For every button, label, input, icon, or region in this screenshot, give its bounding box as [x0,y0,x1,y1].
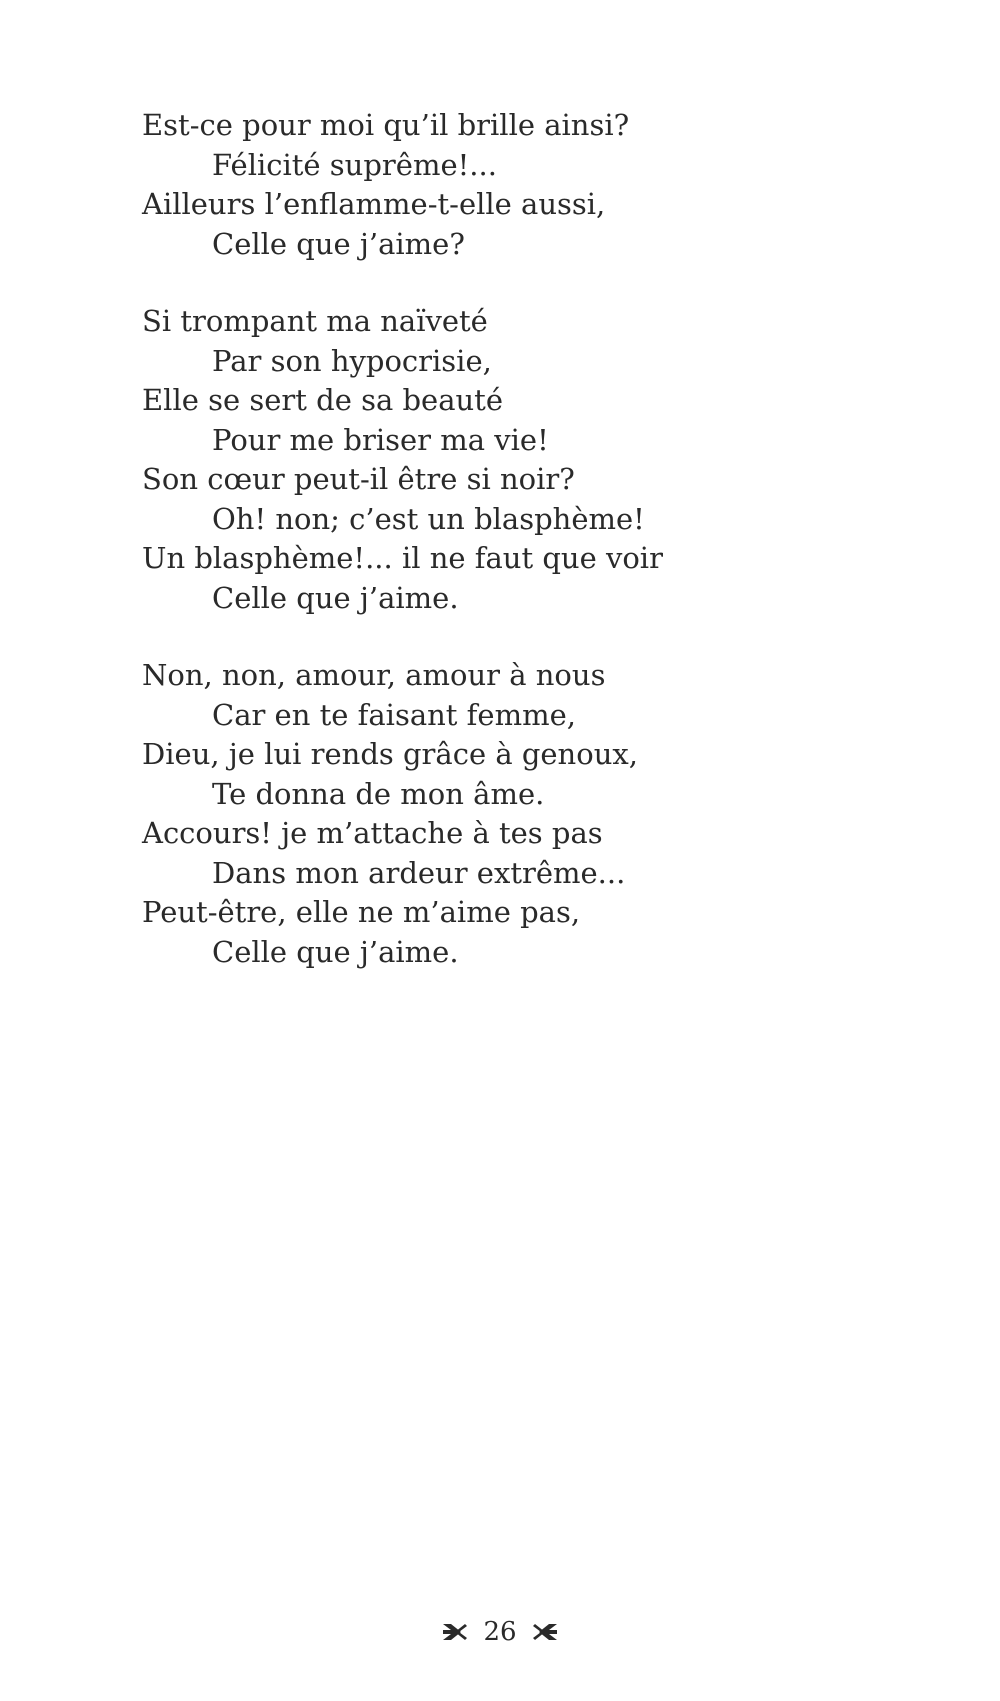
page-footer [0,1612,1000,1652]
poem-line: Est-ce pour moi qu’il brille ainsi? [142,108,630,142]
poem-line: Te donna de mon âme. [212,776,545,811]
poem-line: Un blasphème!... il ne faut que voir [142,541,663,575]
poem-line: Ailleurs l’enflamme-t-elle aussi, [142,187,606,221]
poem-line: Non, non, amour, amour à nous [142,658,606,692]
arrow-right-ornament-icon [441,1620,469,1644]
poem-line: Si trompant ma naïveté [142,304,488,338]
poem-line: Pour me briser ma vie! [212,422,549,457]
poem-body [142,106,902,1010]
poem-line: Peut-être, elle ne m’aime pas, [142,895,581,929]
poem-line: Car en te faisant femme, [212,697,576,732]
poem-line: Accours! je m’attache à tes pas [142,816,603,850]
poem-stanza [142,656,902,972]
poem-line: Dieu, je lui rends grâce à genoux, [142,737,638,771]
poem-line: Celle que j’aime? [212,226,465,261]
poem-stanza [142,106,902,264]
poem-line: Son cœur peut-il être si noir? [142,462,575,496]
poem-line: Celle que j’aime. [212,934,459,969]
poem-line: Félicité suprême!... [212,147,497,182]
poem-stanza [142,302,902,618]
poem-line: Celle que j’aime. [212,580,459,615]
page-number: 26 [483,1617,517,1647]
poem-line: Oh! non; c’est un blasphème! [212,501,645,536]
poem-line: Elle se sert de sa beauté [142,383,503,417]
poem-line: Dans mon ardeur extrême... [212,855,626,890]
poem-line: Par son hypocrisie, [212,343,492,378]
arrow-left-ornament-icon [531,1620,559,1644]
